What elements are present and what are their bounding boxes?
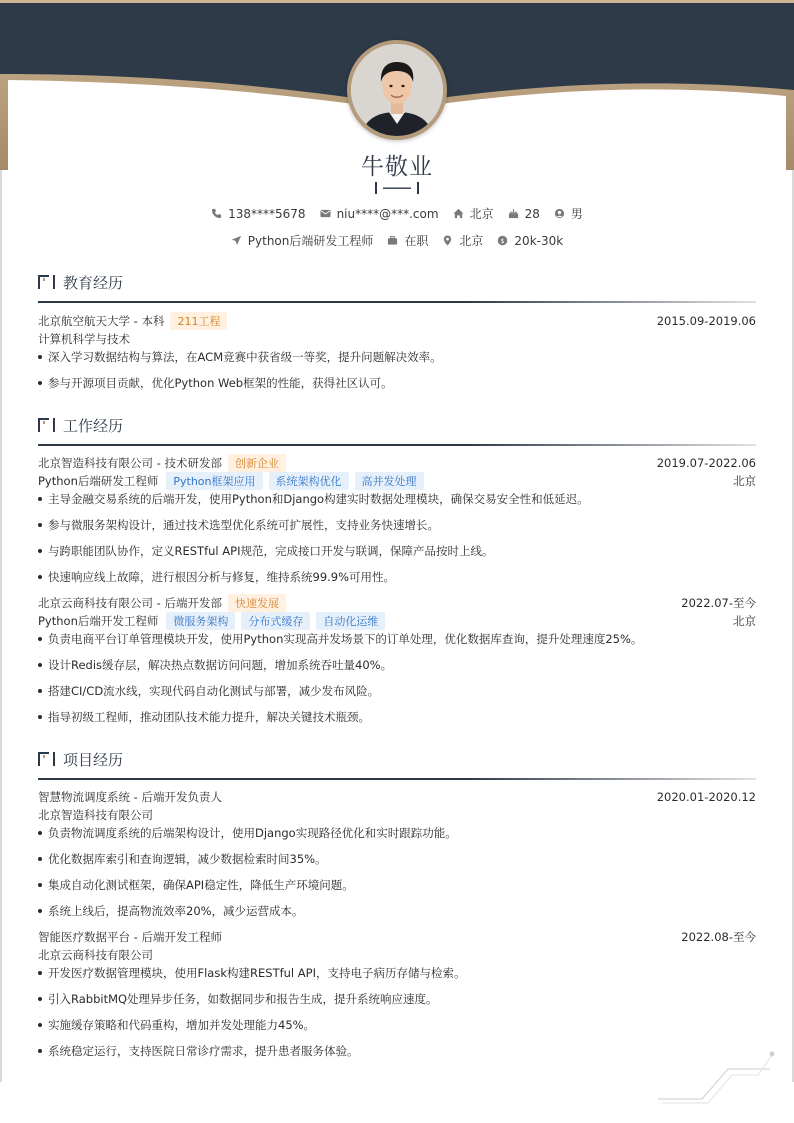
work-section-title [38, 413, 756, 437]
project-dates: 2022.08-至今 [681, 930, 756, 944]
education-heading: 教育经历 [63, 273, 124, 292]
mail-icon [320, 208, 331, 219]
home-icon [453, 208, 464, 219]
email-info [320, 207, 439, 221]
gender-icon [554, 208, 565, 219]
map-pin-icon [442, 235, 453, 246]
list-item: 开发医疗数据管理模块，使用Flask构建RESTful API，支持电子病历存储与检索。 [38, 964, 756, 990]
work-entry [38, 454, 756, 586]
list-item: 集成自动化测试框架，确保API稳定性，降低生产环境问题。 [38, 876, 756, 902]
send-icon [231, 235, 242, 246]
education-dates: 2015.09-2019.06 [656, 314, 756, 328]
list-item: 设计Redis缓存层，解决热点数据访问问题，增加系统吞吐量40%。 [38, 656, 756, 682]
page-border-left [0, 170, 2, 1082]
job-title-info [231, 232, 374, 249]
phone-icon [211, 208, 222, 219]
gender-info [554, 205, 583, 222]
company-name: 北京云商科技有限公司 - 后端开发部 [38, 596, 222, 610]
salary-info [497, 234, 563, 248]
phone-number: 138****5678 [228, 206, 306, 221]
list-item: 指导初级工程师，推动团队技术能力提升，解决关键技术瓶颈。 [38, 708, 756, 726]
status-text: 在职 [404, 234, 429, 248]
list-item: 参与开源项目贡献，优化Python Web框架的性能，获得社区认可。 [38, 374, 756, 400]
project-name: 智能医疗数据平台 - 后端开发工程师 [38, 930, 222, 944]
money-icon [497, 235, 508, 246]
education-divider [38, 301, 756, 303]
location-info [453, 205, 494, 222]
project-dates: 2020.01-2020.12 [656, 790, 756, 804]
svg-text:$: $ [500, 236, 505, 245]
skill-tag: 微服务架构 [166, 612, 235, 630]
contact-row [0, 205, 794, 222]
company-tag: 快速发展 [228, 594, 286, 612]
status-info [387, 232, 428, 249]
target-city-text: 北京 [459, 234, 484, 248]
list-item: 负责电商平台订单管理模块开发，使用Python实现高并发场景下的订单处理，优化数据库查询，提升处理速度25%。 [38, 630, 756, 656]
avatar-photo-icon [351, 44, 443, 136]
skill-tag: 自动化运维 [316, 612, 385, 630]
project-entry [38, 788, 756, 920]
list-item: 与跨职能团队协作，定义RESTful API规范，完成接口开发与联调，保障产品按时上线。 [38, 542, 756, 568]
skill-tag: 系统架构优化 [269, 472, 349, 490]
section-bracket-icon [38, 418, 55, 432]
role-name: Python后端开发工程师 [38, 614, 159, 628]
work-dates: 2022.07-至今 [681, 596, 756, 610]
projects-divider [38, 778, 756, 780]
skill-tag: 分布式缓存 [241, 612, 310, 630]
circuit-line-decoration [658, 1049, 776, 1105]
company-tag: 创新企业 [228, 454, 286, 472]
work-city: 北京 [733, 474, 756, 488]
work-divider [38, 444, 756, 446]
job-title-text: Python后端研发工程师 [247, 234, 374, 248]
list-item: 负责物流调度系统的后端架构设计，使用Django实现路径优化和实时跟踪功能。 [38, 824, 756, 850]
company-name: 北京智造科技有限公司 - 技术研发部 [38, 456, 222, 470]
location-text: 北京 [469, 207, 494, 221]
school-name: 北京航空航天大学 - 本科 [38, 314, 165, 328]
briefcase-icon [387, 235, 398, 246]
project-company: 北京智造科技有限公司 [38, 808, 153, 822]
project-company: 北京云商科技有限公司 [38, 948, 153, 962]
list-item: 深入学习数据结构与算法，在ACM竞赛中获省级一等奖，提升问题解决效率。 [38, 348, 756, 374]
phone-info [211, 207, 305, 221]
target-city-info [442, 232, 483, 249]
age-info [508, 207, 540, 221]
skill-tag: 高并发处理 [355, 472, 424, 490]
project-entry [38, 928, 756, 1060]
projects-section-title [38, 747, 756, 771]
work-dates: 2019.07-2022.06 [656, 456, 756, 470]
work-entry [38, 594, 756, 726]
list-item: 系统上线后，提高物流效率20%，减少运营成本。 [38, 902, 756, 920]
work-heading: 工作经历 [63, 416, 124, 435]
candidate-name: 牛敬业 [361, 154, 433, 180]
education-section-title [38, 270, 756, 294]
education-entry [38, 312, 756, 400]
school-tag: 211工程 [170, 312, 227, 330]
project-name: 智慧物流调度系统 - 后端开发负责人 [38, 790, 222, 804]
section-bracket-icon [38, 275, 55, 289]
job-intent-row [0, 232, 794, 249]
salary-text: 20k-30k [514, 233, 564, 248]
name-divider [375, 182, 419, 194]
work-city: 北京 [733, 614, 756, 628]
major-name: 计算机科学与技术 [38, 332, 130, 346]
skill-tag: Python框架应用 [166, 472, 262, 490]
email-address: niu****@***.com [336, 206, 439, 221]
list-item: 系统稳定运行，支持医院日常诊疗需求，提升患者服务体验。 [38, 1042, 756, 1060]
list-item: 实施缓存策略和代码重构，增加并发处理能力45%。 [38, 1016, 756, 1042]
list-item: 引入RabbitMQ处理异步任务，如数据同步和报告生成，提升系统响应速度。 [38, 990, 756, 1016]
projects-heading: 项目经历 [63, 750, 124, 769]
section-bracket-icon [38, 752, 55, 766]
list-item: 快速响应线上故障，进行根因分析与修复，维持系统99.9%可用性。 [38, 568, 756, 586]
list-item: 参与微服务架构设计，通过技术选型优化系统可扩展性，支持业务快速增长。 [38, 516, 756, 542]
avatar [347, 40, 447, 140]
list-item: 优化数据库索引和查询逻辑，减少数据检索时间35%。 [38, 850, 756, 876]
role-name: Python后端研发工程师 [38, 474, 159, 488]
cake-icon [508, 208, 519, 219]
list-item: 搭建CI/CD流水线，实现代码自动化测试与部署，减少发布风险。 [38, 682, 756, 708]
gender-text: 男 [570, 207, 583, 221]
list-item: 主导金融交易系统的后端开发，使用Python和Django构建实时数据处理模块，确保交易安全性和低延迟。 [38, 490, 756, 516]
age-text: 28 [524, 206, 540, 221]
